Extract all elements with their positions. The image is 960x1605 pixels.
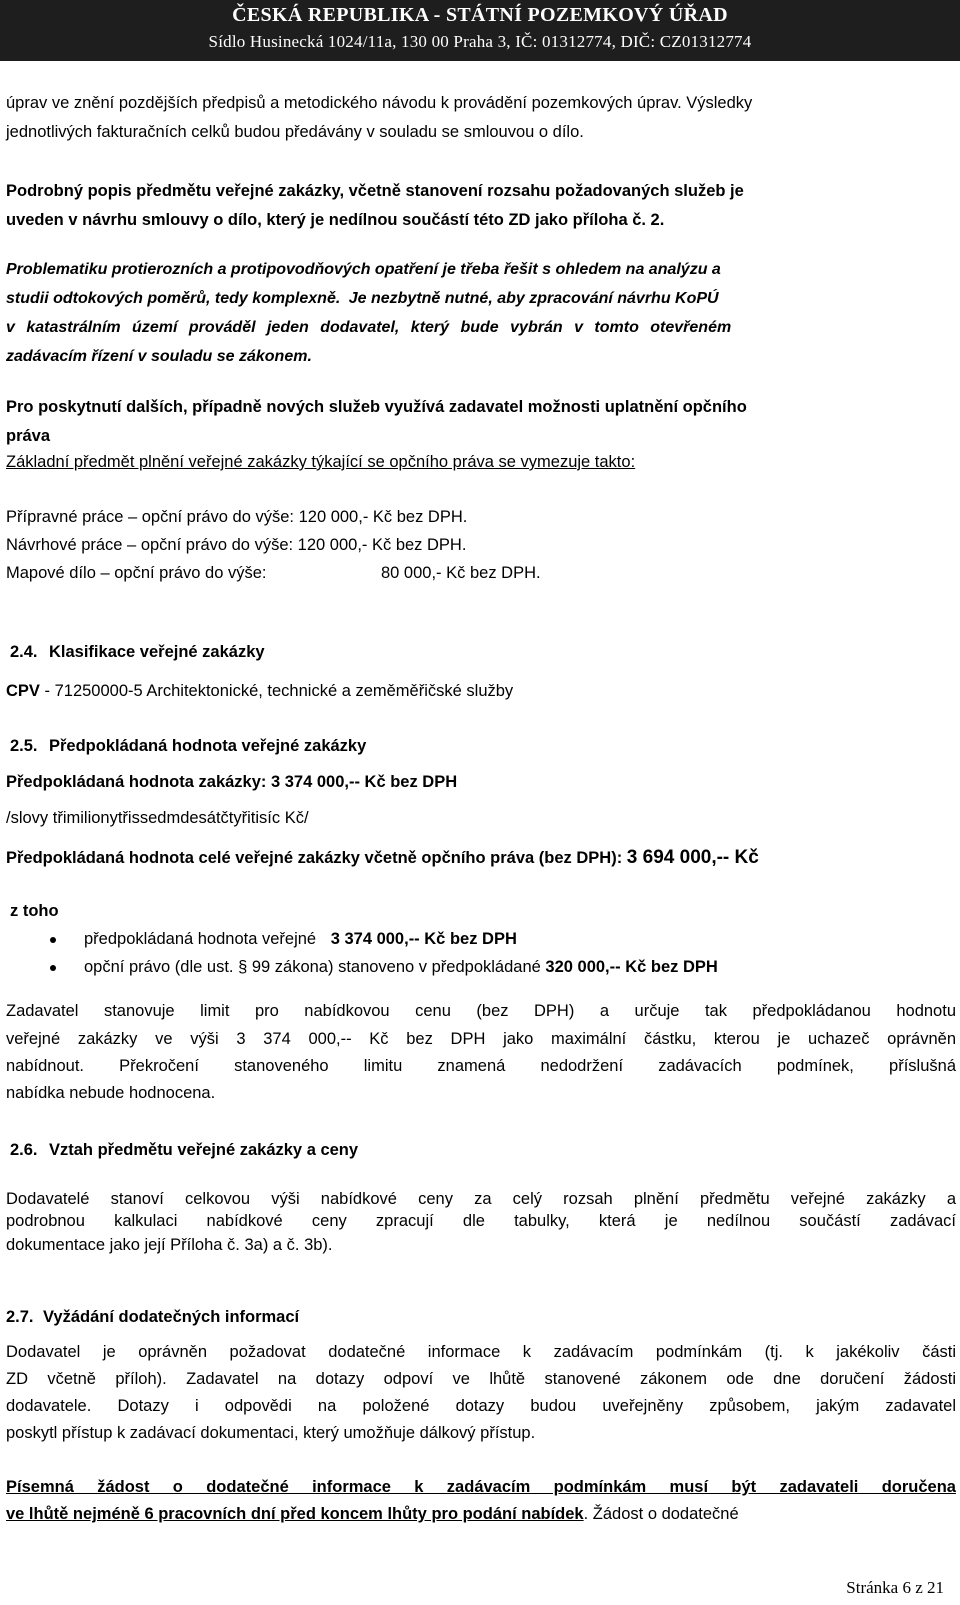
bullet-2-value: 320 000,-- Kč bez DPH [545,958,718,976]
info-line-3-text: dodavatele. Dotazy i odpovědi na položené dotazy budou uveřejněny způsobem, jakým zadavatel [6,1397,956,1415]
section-2-6-number: 2.6. [10,1141,38,1159]
problem-line-2a: studii odtokových poměrů, tedy komplexně. [6,290,341,307]
header-title: ČESKÁ REPUBLIKA - STÁTNÍ POZEMKOVÝ ÚŘAD [232,4,728,26]
option-item-1 [6,509,467,526]
option-item-2-value: 120 000,- Kč bez DPH. [297,536,467,554]
option-item-1-label: Přípravné práce – opční právo do výše: [6,508,294,526]
option-item-3-value: 80 000,- Kč bez DPH. [381,564,541,582]
estimated-value-words: /slovy třimilionytřissedmdesátčtyřitisíc Kč/ [6,809,309,827]
price-line-3: dokumentace jako její Příloha č. 3a) a č. 3b). [6,1236,333,1254]
written-request-line-1 [6,1479,956,1496]
cpv-description: - 71250000-5 Architektonické, technické a zeměměřičské služby [39,682,514,700]
info-line-4: poskytl přístup k zadávací dokumentaci, který umožňuje dálkový přístup. [6,1424,536,1442]
section-2-5-number: 2.5. [10,737,38,755]
option-subheading: Základní předmět plnění veřejné zakázky týkající se opčního práva se vymezuje takto: [6,453,636,471]
total-value-label: Předpokládaná hodnota celé veřejné zakázky včetně opčního práva (bez DPH): [6,849,623,867]
header-address: Sídlo Husinecká 1024/11a, 130 00 Praha 3, IČ: 01312774, DIČ: CZ01312774 [208,32,752,51]
limit-line-3 [6,1058,956,1075]
bullet-1-text: předpokládaná hodnota veřejné [84,930,317,948]
info-line-1 [6,1344,956,1361]
option-item-1-value: 120 000,- Kč bez DPH. [298,508,468,526]
problem-line-1: Problematiku protierozních a protipovodňových opatření je třeba řešit s ohledem na analýzu a [6,261,721,278]
total-value-amount: 3 694 000,-- Kč [626,847,759,868]
bullet-2 [84,959,718,976]
option-heading-1: Pro poskytnutí dalších, případně nových služeb využívá zadavatel možnosti uplatnění opčního [6,398,747,416]
intro-line-2: jednotlivých fakturačních celků budou předávány v souladu se smlouvou o dílo. [6,123,584,141]
bullet-1-value: 3 374 000,-- Kč bez DPH [330,930,517,948]
info-line-2 [6,1371,956,1388]
bullet-2-text: opční právo (dle ust. § 99 zákona) stanoveno v předpokládané [84,958,541,976]
problem-line-2 [6,291,719,307]
option-item-2 [6,537,466,554]
price-line-2 [6,1213,956,1230]
of-which-label: z toho [10,902,59,920]
info-line-3 [6,1398,956,1415]
bullet-dot-icon [50,937,56,943]
bullet-dot-icon [50,965,56,971]
cpv-line [6,683,513,700]
info-line-2-text: ZD včetně příloh). Zadavatel na dotazy odpoví ve lhůtě stanovené zákonem ode dne doručení žádosti [6,1370,956,1388]
estimated-value: Předpokládaná hodnota zakázky: 3 374 000,-- Kč bez DPH [6,773,458,791]
price-line-1 [6,1191,956,1208]
section-2-4-title: Klasifikace veřejné zakázky [49,643,265,661]
option-item-3 [6,565,267,582]
section-2-7-title: Vyžádání dodatečných informací [43,1308,300,1326]
section-2-5-title: Předpokládaná hodnota veřejné zakázky [49,737,367,755]
cpv-label: CPV [6,682,40,700]
section-2-7-number: 2.7. [6,1308,34,1326]
limit-line-1-text: Zadavatel stanovuje limit pro nabídkovou cenu (bez DPH) a určuje tak předpokládanou hodnotu [6,1002,956,1020]
problem-line-3: v katastrálním území prováděl jeden dodavatel, který bude vybrán v tomto otevřeném [6,319,732,336]
price-line-1-text: Dodavatelé stanoví celkovou výši nabídkové ceny za celý rozsah plnění předmětu veřejné zakázky a [6,1190,956,1208]
total-value-line [6,848,759,867]
written-request-line-1-text: Písemná žádost o dodatečné informace k zadávacím podmínkám musí být zadavateli doručena [6,1478,956,1496]
option-item-3-label: Mapové dílo – opční právo do výše: [6,564,267,582]
written-request-deadline: ve lhůtě nejméně 6 pracovních dní před koncem lhůty pro podání nabídek [6,1505,584,1523]
limit-line-4: nabídka nebude hodnocena. [6,1084,216,1102]
bullet-1 [84,931,517,948]
option-item-2-label: Návrhové práce – opční právo do výše: [6,536,294,554]
limit-line-2 [6,1031,956,1048]
page-header [0,0,960,61]
limit-line-3-text: nabídnout. Překročení stanoveného limitu znamená nedodržení zadávacích podmínek, příslušná [6,1057,956,1075]
scope-line-2: uveden v návrhu smlouvy o dílo, který je nedílnou součástí této ZD jako příloha č. 2. [6,211,665,229]
written-request-line-2 [6,1506,739,1523]
written-request-continuation: . Žádost o dodatečné [583,1505,739,1523]
problem-line-2b: Je nezbytně nutné, aby zpracování návrhu KoPÚ [348,290,719,307]
section-2-4-number: 2.4. [10,643,38,661]
page-number: Stránka 6 z 21 [846,1578,944,1597]
scope-line-1: Podrobný popis předmětu veřejné zakázky, včetně stanovení rozsahu požadovaných služeb je [6,182,744,200]
option-heading-2: práva [6,427,51,445]
price-line-2-text: podrobnou kalkulaci nabídkové ceny zpracují dle tabulky, která je nedílnou součástí zadávací [6,1212,956,1230]
intro-line-1: úprav ve znění pozdějších předpisů a metodického návodu k provádění pozemkových úprav. Výsledky [6,94,753,112]
limit-line-2-text: veřejné zakázky ve výši 3 374 000,-- Kč bez DPH jako maximální částku, kterou je uchazeč oprávněn [6,1030,956,1048]
problem-line-4: zadávacím řízení v souladu se zákonem. [6,348,312,365]
section-2-6-title: Vztah předmětu veřejné zakázky a ceny [49,1141,359,1159]
info-line-1-text: Dodavatel je oprávněn požadovat dodatečné informace k zadávacím podmínkám (tj. k jakékoliv části [6,1343,956,1361]
limit-line-1 [6,1003,956,1020]
